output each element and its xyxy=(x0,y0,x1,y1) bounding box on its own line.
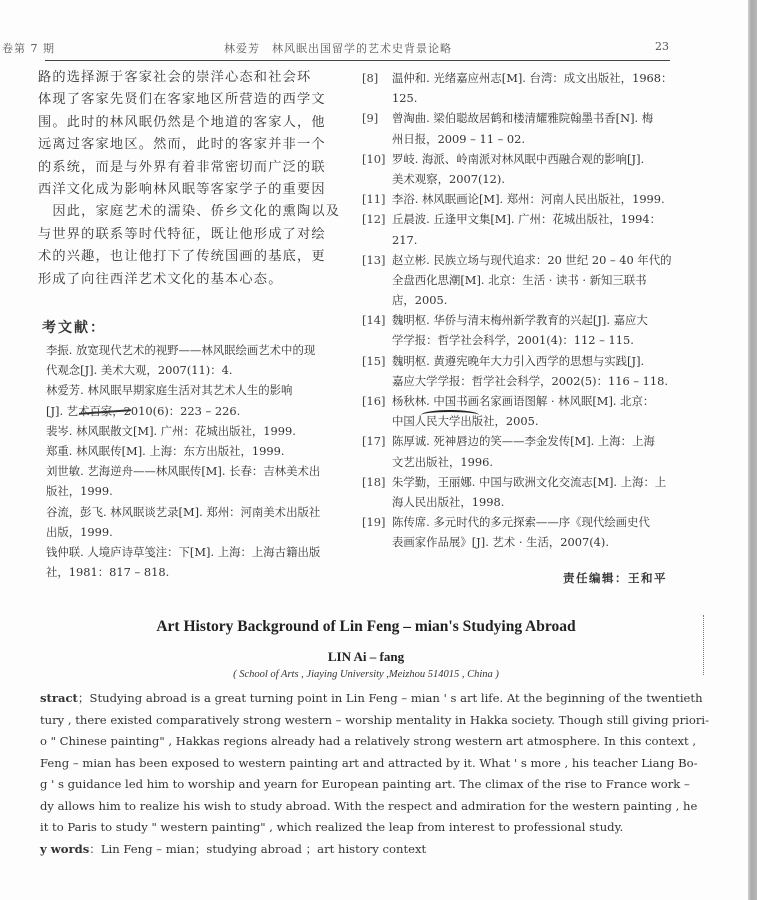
reference-line xyxy=(362,129,682,149)
reference-line xyxy=(362,391,682,411)
reference-text: 杨秋林. 中国书画名家画语图解 · 林风眠[M]. 北京： xyxy=(392,394,655,408)
english-author: LIN Ai – fang xyxy=(327,649,405,664)
reference-line xyxy=(362,351,682,371)
body-line: 围。此时的林风眠仍然是个地道的客家人，他 xyxy=(38,114,326,130)
references-left-list xyxy=(46,340,346,582)
reference-number: [11] xyxy=(362,192,386,207)
reference-text: 海人民出版社，1998. xyxy=(392,494,505,509)
scan-edge-strip xyxy=(748,0,757,900)
reference-text: 嘉应大学学报：哲学社会科学，2002(5)：116 – 118. xyxy=(392,373,669,388)
references-heading: 考文献： xyxy=(42,320,106,336)
abstract-line: it to Paris to study " western painting" , which realized the leap from interest to professional study. xyxy=(40,820,624,834)
abstract-line: o " Chinese painting" , Hakkas regions already had a relatively strong western art atmosphere. In this context , xyxy=(40,734,697,748)
reference-number: [17] xyxy=(362,434,386,449)
reference-text: 朱学勤，王丽娜. 中国与欧洲文化交流志[M]. 上海：上 xyxy=(392,474,667,489)
reference-line xyxy=(362,310,682,330)
reference-item xyxy=(362,108,682,148)
reference-line xyxy=(362,149,682,169)
english-abstract xyxy=(40,688,710,860)
reference-number: [9] xyxy=(362,111,379,126)
abstract-line: tury , there existed comparatively strong western – worship mentality in Hakka society. Though still giving priori- xyxy=(40,712,710,727)
body-line: 形成了向往西洋艺术文化的基本心态。 xyxy=(38,271,283,287)
reference-number: [18] xyxy=(362,474,386,489)
reference-line xyxy=(362,108,682,128)
abstract-line: g ' s guidance led him to worship and yearn for European painting art. The climax of the rise to France work – xyxy=(40,777,690,791)
reference-text: 魏明枢. 华侨与清末梅州新学教育的兴起[J]. 嘉应大 xyxy=(392,313,648,328)
body-text-column xyxy=(38,67,341,291)
responsible-editor: 责任编辑：王和平 xyxy=(563,571,667,585)
reference-number: [13] xyxy=(362,252,386,267)
english-affiliation: ( School of Arts , Jiaying University ,Meizhou 514015 , China ) xyxy=(233,669,499,680)
body-line: 的系统，而是与外界有着非常密切而广泛的联 xyxy=(38,159,326,175)
reference-item xyxy=(362,512,682,552)
reference-line: 社，1981：817 – 818. xyxy=(46,565,170,580)
reference-text: 文艺出版社，1996. xyxy=(392,454,493,469)
reference-text: 全盘西化思潮[M]. 北京：生活 · 读书 · 新知三联书 xyxy=(392,272,647,287)
reference-text: 店，2005. xyxy=(392,293,448,308)
page-number: 23 xyxy=(655,40,669,53)
abstract-line: dy allows him to realize his wish to study abroad. With the respect and admiration for the western painting , he xyxy=(40,798,698,813)
reference-line xyxy=(362,68,682,88)
keywords-text: ：Lin Feng – mian；studying abroad ；art history context xyxy=(89,841,427,856)
reference-line: 裴岑. 林风眠散文[M]. 广州：花城出版社，1999. xyxy=(46,423,296,438)
reference-item xyxy=(362,250,682,311)
reference-line xyxy=(362,209,682,229)
reference-line xyxy=(362,532,682,552)
reference-line xyxy=(362,431,682,451)
abstract-text: ；Studying abroad is a great turning point in Lin Feng – mian ' s art life. At the beginning of the twentieth xyxy=(77,691,703,705)
reference-line xyxy=(362,189,682,209)
keywords-label: y words xyxy=(40,841,90,856)
reference-text: 中国人民大学出版社，2005. xyxy=(392,414,539,429)
reference-line xyxy=(362,270,682,290)
reference-item xyxy=(362,310,682,350)
reference-text: 魏明枢. 黄遵宪晚年大力引入西学的思想与实践[J]. xyxy=(392,353,645,368)
reference-text: 丘晨波. 丘逢甲文集[M]. 广州：花城出版社，1994： xyxy=(392,212,662,227)
reference-number: [8] xyxy=(362,71,379,85)
reference-line: [J]. 艺术百家，2010(6)：223 – 226. xyxy=(46,403,241,418)
reference-text: 学学报：哲学社会科学，2001(4)：112 – 115. xyxy=(392,333,634,348)
reference-item xyxy=(362,351,682,391)
body-line: 路的选择源于客家社会的崇洋心态和社会环 xyxy=(38,70,312,85)
reference-number: [10] xyxy=(362,151,386,166)
reference-line xyxy=(362,371,682,391)
reference-number: [14] xyxy=(362,313,386,328)
reference-number: [12] xyxy=(362,212,386,227)
abstract-label: stract xyxy=(40,691,78,705)
reference-line xyxy=(362,250,682,270)
reference-line: 林爱芳. 林风眠早期家庭生活对其艺术人生的影响 xyxy=(46,383,293,398)
reference-line: 代观念[J]. 美术大观，2007(11)：4. xyxy=(46,363,233,378)
reference-line xyxy=(362,452,682,472)
reference-text: 美术观察，2007(12). xyxy=(392,171,505,186)
reference-item xyxy=(362,149,682,189)
reference-line xyxy=(362,230,682,250)
body-line: 因此，家庭艺术的濡染、侨乡文化的熏陶以及 xyxy=(38,204,341,220)
reference-text: 罗岐. 海派、岭南派对林风眠中西融合观的影响[J]. xyxy=(392,151,645,166)
reference-line: 钱仲联. 人境庐诗草笺注：下[M]. 上海：上海古籍出版 xyxy=(46,544,321,559)
reference-text: 曾淘曲. 梁伯聪故居鹤和楼清耀雅院翰墨书香[N]. 梅 xyxy=(392,111,654,126)
reference-text: 217. xyxy=(392,232,418,247)
reference-text: 温仲和. 光绪嘉应州志[M]. 台湾：成文出版社，1968： xyxy=(392,71,673,85)
reference-number: [15] xyxy=(362,353,386,368)
reference-line: 郑重. 林风眠传[M]. 上海：东方出版社，1999. xyxy=(46,443,285,458)
reference-line xyxy=(362,88,682,108)
reference-number: [19] xyxy=(362,515,386,530)
reference-item xyxy=(362,472,682,512)
scan-speckles xyxy=(703,615,708,675)
reference-line: 刘世敏. 艺海逆舟——林风眠传[M]. 长春：吉林美术出 xyxy=(46,464,321,479)
reference-item xyxy=(362,431,682,471)
reference-line xyxy=(362,330,682,350)
reference-number: [16] xyxy=(362,394,386,408)
reference-item xyxy=(362,68,682,108)
reference-line xyxy=(362,492,682,512)
reference-line xyxy=(362,290,682,310)
reference-line: 版社，1999. xyxy=(46,484,113,499)
english-title: Art History Background of Lin Feng – mian's Studying Abroad xyxy=(156,618,576,635)
body-line: 体现了客家先贤们在客家地区所营造的西学文 xyxy=(38,92,326,108)
ink-pen-mark xyxy=(421,410,479,420)
body-line: 西洋文化成为影响林风眠等客家学子的重要因 xyxy=(38,181,326,197)
reference-text: 陈传席. 多元时代的多元探索——序《现代绘画史代 xyxy=(392,515,650,530)
reference-text: 表画家作品展》[J]. 艺术 · 生活，2007(4). xyxy=(392,535,609,550)
running-header xyxy=(0,38,700,58)
body-line: 与世界的联系等时代特征，既让他形成了对绘 xyxy=(38,226,326,242)
journal-issue: 卷第 7 期 xyxy=(2,42,55,55)
body-line: 术的兴趣，也让他打下了传统国画的基底，更 xyxy=(38,249,326,265)
reference-line: 李振. 放宽现代艺术的视野——林风眠绘画艺术中的现 xyxy=(46,343,316,357)
reference-text: 州日报，2009 – 11 – 02. xyxy=(392,131,526,146)
reference-line xyxy=(362,169,682,189)
reference-text: 125. xyxy=(392,91,418,106)
reference-text: 李浴. 林风眠画论[M]. 郑州：河南人民出版社，1999. xyxy=(392,192,665,207)
reference-text: 陈厚诚. 死神唇边的笑——李金发传[M]. 上海：上海 xyxy=(392,434,655,449)
reference-item xyxy=(362,391,682,431)
keywords-line xyxy=(40,839,680,861)
body-line: 远离过客家地区。然而，此时的客家并非一个 xyxy=(38,137,326,153)
references-right-list xyxy=(362,68,682,553)
running-title: 林爱芳 林风眠出国留学的艺术史背景论略 xyxy=(224,42,452,55)
header-rule xyxy=(45,60,670,61)
reference-line xyxy=(362,512,682,532)
reference-line xyxy=(362,472,682,492)
body-paragraph xyxy=(38,67,341,291)
reference-line: 出版，1999. xyxy=(46,524,113,539)
reference-line xyxy=(362,411,682,431)
reference-text: 赵立彬. 民族立场与现代追求：20 世纪 20 – 40 年代的 xyxy=(392,252,672,267)
reference-item xyxy=(362,189,682,209)
abstract-line: Feng – mian has been exposed to western painting art and attracted by it. What ' s more , his teacher Liang Bo- xyxy=(40,755,698,770)
reference-item xyxy=(362,209,682,249)
reference-line: 谷流，彭飞. 林风眠谈艺录[M]. 郑州：河南美术出版社 xyxy=(46,504,321,519)
abstract-line xyxy=(40,688,703,710)
